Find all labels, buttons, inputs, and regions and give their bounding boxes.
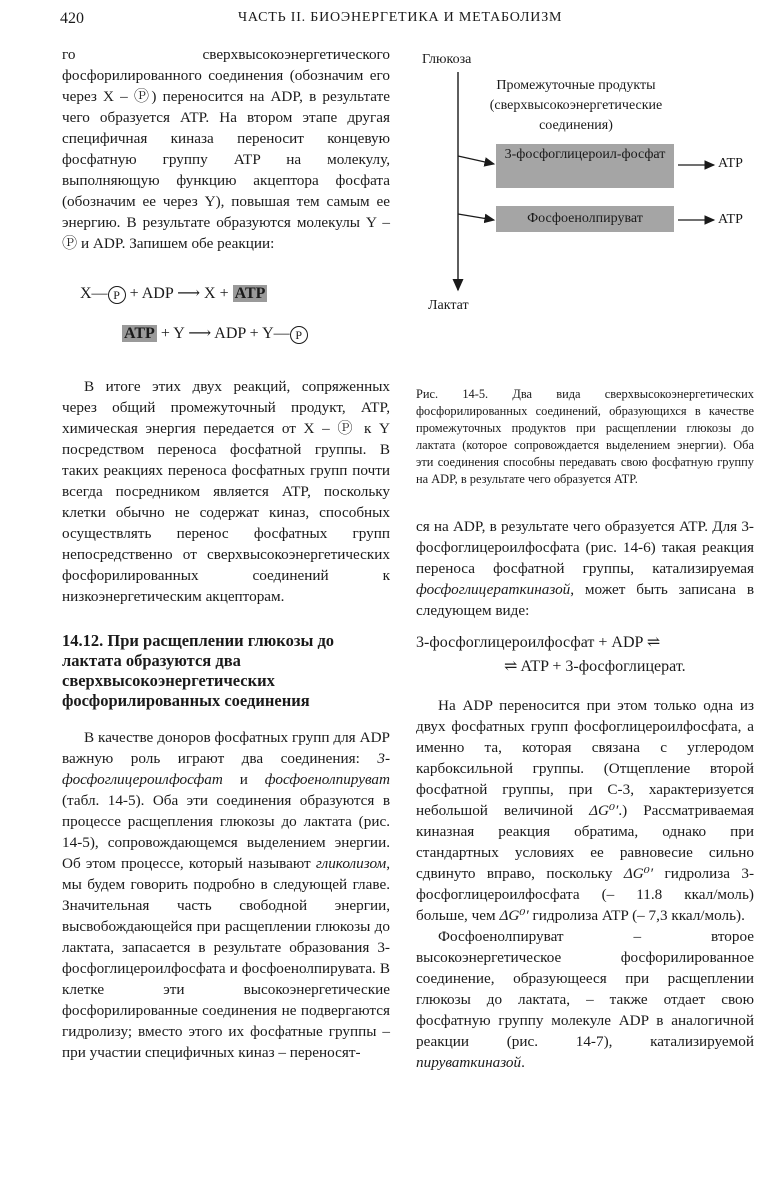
section-title: 14.12. При расщеплении глюкозы до лактата образуются два сверхвысокоэнергетических фосфорилированных соединения xyxy=(62,631,335,710)
left-paragraph-1: го сверхвысокоэнергетического фосфорилированного соединения (обозначим его через X – Ⓟ) переносится на ADP, в результате чего образуется ATP. На втором этапе другая специфичная киназа переносит концевую фосфатную группу ATP на молекулу, выполняющую функцию акцептора фосфата (обозначим ее через Y), повышая тем самым ее энергию. В результате образуются молекулы Y – Ⓟ и ADP. Запишем обе реакции: xyxy=(62,46,390,252)
reaction-equation-1 xyxy=(62,274,390,314)
page-header xyxy=(60,10,760,32)
figure-glucose-label: Глюкоза xyxy=(422,52,472,67)
phosphate-circle-icon: P xyxy=(290,326,308,344)
term-phosphoglyceroylphosphate: 3-фосфоглицероилфосфат xyxy=(62,750,390,788)
branch-arrow-1 xyxy=(458,156,494,164)
figure-atp-label-2: ATP xyxy=(718,212,743,227)
left-paragraph-2: В итоге этих двух реакций, сопряженных через общий промежуточный продукт, ATP, химическая энергия передается от X – Ⓟ к Y посредством переноса фосфатной группы. В таких реакциях переноса фосфатных групп почти всегда посредником является ATP, поскольку клетки обычно не содержат киназ, способных осуществлять перенос фосфатных групп непосредственно от сверхвысокоэнергетических фосфорилированных соединений к низкоэнергетическим акцепторам. xyxy=(62,378,390,605)
kinase-reaction-equation xyxy=(416,631,754,679)
eq1-reactant: X— xyxy=(80,285,108,302)
figure-box-phosphoglyceroylphosphate: 3-фосфоглицероил-фосфат xyxy=(496,144,674,188)
right-column xyxy=(416,44,754,1073)
right-paragraph-3: Фосфоенолпируват – второе высокоэнергетическое фосфорилированное соединение, образующееся при расщеплении глюкозы до лактата, – также отдает свою фосфатную группу молекуле ADP в аналогичной реакции (рис. 14-7), катализируемой пируваткиназой. xyxy=(416,928,754,1071)
delta-g-symbol: ΔG⁰′ xyxy=(623,865,654,882)
term-glycolysis: гликолизом xyxy=(315,855,387,872)
term-phosphoenolpyruvate: фосфоенолпируват xyxy=(264,771,390,788)
reaction-equation-2 xyxy=(62,314,390,354)
right-paragraph-1: ся на ADP, в результате чего образуется ATP. Для 3-фосфоглицероилфосфата (рис. 14-6) такая реакция переноса фосфатной группы, катализируемая фосфоглицераткиназой, может быть записана в следующем виде: xyxy=(416,518,754,619)
delta-g-symbol: ΔG⁰′ xyxy=(589,802,619,819)
reaction-equations xyxy=(62,274,390,354)
figure-box-phosphoenolpyruvate: Фосфоенолпируват xyxy=(496,206,674,232)
figure-caption: Рис. 14-5. Два вида сверхвысокоэнергетических фосфорилированных соединений, образующихся в качестве промежуточных продуктов при расщеплении глюкозы до лактата (которое сопровождается выделением энергии). Оба эти соединения способны передавать свою фосфатную группу на ADP, в результате чего образуется ATP. xyxy=(416,387,754,486)
figure-14-5 xyxy=(416,44,754,314)
eq2-atp-highlight: ATP xyxy=(124,325,155,342)
figure-lactate-label: Лактат xyxy=(428,298,469,313)
eq2-middle: + Y ⟶ ADP + Y— xyxy=(160,325,290,342)
left-column xyxy=(62,44,390,1063)
phosphate-circle-icon: P xyxy=(108,286,126,304)
term-phosphoglycerate-kinase: фосфоглицераткиназой xyxy=(416,581,571,598)
running-head: ЧАСТЬ II. БИОЭНЕРГЕТИКА И МЕТАБОЛИЗМ xyxy=(238,10,563,25)
eq1-atp-highlight: ATP xyxy=(234,285,266,302)
left-paragraph-3: В качестве доноров фосфатных групп для ADP важную роль играют два соединения: 3-фосфоглицероилфосфат и фосфоенолпируват (табл. 14-5). Оба эти соединения образуются в процессе расщепления глюкозы до лактата (рис. 14-5), сопровождающемся выделением энергии. Об этом процессе, который называют гликолизом, мы будем говорить подробно в следующей главе. Значительная часть свободной энергии, высвобождающейся при расщеплении глюкозы до лактата, запасается в результате образования 3-фосфоглицероилфосфата и фосфоенолпирувата. В клетке эти высокоэнергетические фосфорилированные соединения не подвергаются гидролизу; вместо этого их фосфатные группы – при участии специфичных киназ – переносят- xyxy=(62,729,390,1061)
eq1-middle: + ADP ⟶ X + xyxy=(129,285,229,302)
branch-arrow-2 xyxy=(458,214,494,220)
figure-intermediates-label: Промежуточные продукты (сверхвысокоэнергетические соединения) xyxy=(489,78,663,133)
delta-g-symbol: ΔG⁰′ xyxy=(499,907,529,924)
kinase-equation-line-1: 3-фосфоглицероилфосфат + ADP ⇌ xyxy=(416,634,661,651)
page-number: 420 xyxy=(60,10,84,27)
term-pyruvate-kinase: пируваткиназой xyxy=(416,1054,522,1071)
right-paragraph-2: На ADP переносится при этом только одна из двух фосфатных групп фосфоглицероилфосфата, а именно та, которая связана с углеродом карбоксильной группы. (Отщепление второй фосфатной группы, при C-3, характеризуется небольшой величиной ΔG⁰′.) Рассматриваемая киназная реакция обратима, однако при стандартных условиях ее равновесие сильно сдвинуто вправо, поскольку ΔG⁰′ гидролиза 3-фосфоглицероилфосфата (– 11.8 ккал/моль) больше, чем ΔG⁰′ гидролиза ATP (– 7,3 ккал/моль). xyxy=(416,697,755,924)
figure-atp-label-1: ATP xyxy=(718,156,743,171)
kinase-equation-line-2: ⇌ ATP + 3-фосфоглицерат. xyxy=(504,658,686,675)
